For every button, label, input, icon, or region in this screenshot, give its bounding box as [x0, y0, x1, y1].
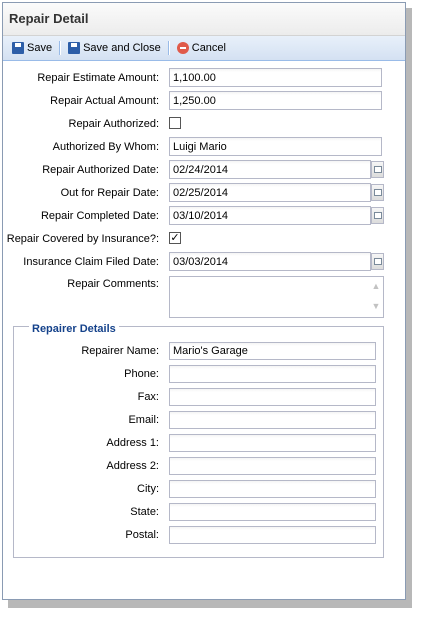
repairer-details-legend: Repairer Details: [29, 323, 119, 335]
actual-row: [3, 91, 407, 111]
cancel-button[interactable]: [174, 39, 229, 57]
authorized-row: [3, 114, 407, 134]
state-input[interactable]: [169, 503, 376, 521]
phone-label: Phone:: [124, 368, 159, 380]
toolbar: [3, 36, 405, 61]
floppy-disk-icon: [12, 42, 24, 54]
out-for-repair-date-input[interactable]: 02/25/2014: [169, 183, 371, 202]
save-close-icon: [68, 42, 80, 54]
authorized-by-input[interactable]: Luigi Mario: [169, 137, 382, 156]
estimate-row: [3, 68, 407, 88]
repairer-name-label: Repairer Name:: [81, 345, 159, 357]
cancel-icon: [177, 42, 189, 54]
city-label: City:: [137, 483, 159, 495]
estimate-amount-input[interactable]: 1,100.00: [169, 68, 382, 87]
save-label: Save: [27, 42, 53, 54]
address2-label: Address 2:: [106, 460, 159, 472]
out-date-row: [3, 183, 407, 203]
toolbar-separator: [59, 41, 61, 55]
actual-amount-input[interactable]: 1,250.00: [169, 91, 382, 110]
authorized-label: Repair Authorized:: [68, 118, 159, 130]
covered-by-insurance-checkbox[interactable]: ✓: [170, 232, 180, 244]
postal-label: Postal:: [125, 529, 159, 541]
repair-comments-textarea[interactable]: [169, 276, 384, 318]
address1-label: Address 1:: [106, 437, 159, 449]
save-close-label: Save and Close: [83, 42, 161, 54]
repair-authorized-checkbox[interactable]: [169, 117, 181, 129]
email-input[interactable]: [169, 411, 376, 429]
calendar-icon[interactable]: [371, 161, 384, 178]
actual-label: Repair Actual Amount:: [50, 95, 159, 107]
scroll-up-icon[interactable]: ▲: [371, 281, 381, 291]
claim-row: [3, 252, 407, 272]
phone-input[interactable]: [169, 365, 376, 383]
covered-row: [3, 229, 407, 249]
claim-label: Insurance Claim Filed Date:: [23, 256, 159, 268]
city-input[interactable]: [169, 480, 376, 498]
calendar-icon[interactable]: [371, 184, 384, 201]
toolbar-separator: [168, 41, 170, 55]
email-label: Email:: [128, 414, 159, 426]
save-button[interactable]: [9, 39, 55, 57]
calendar-icon[interactable]: [371, 207, 384, 224]
authorized-date-input[interactable]: 02/24/2014: [169, 160, 371, 179]
cancel-label: Cancel: [191, 42, 226, 54]
completed-date-input[interactable]: 03/10/2014: [169, 206, 371, 225]
repair-detail-window: [2, 2, 406, 600]
completed-label: Repair Completed Date:: [40, 210, 159, 222]
out-date-label: Out for Repair Date:: [60, 187, 159, 199]
state-label: State:: [130, 506, 159, 518]
claim-filed-date-input[interactable]: 03/03/2014: [169, 252, 371, 271]
comments-label: Repair Comments:: [67, 278, 159, 290]
calendar-icon[interactable]: [371, 253, 384, 270]
postal-input[interactable]: [169, 526, 376, 544]
auth-date-row: [3, 160, 407, 180]
covered-label: Repair Covered by Insurance?:: [6, 233, 159, 245]
scroll-down-icon[interactable]: ▼: [371, 301, 381, 311]
window-title: Repair Detail: [9, 11, 89, 26]
title-bar: [3, 3, 405, 36]
fax-input[interactable]: [169, 388, 376, 406]
completed-row: [3, 206, 407, 226]
whom-label: Authorized By Whom:: [52, 141, 159, 153]
auth-date-label: Repair Authorized Date:: [42, 164, 159, 176]
repairer-name-input[interactable]: Mario's Garage: [169, 342, 376, 360]
address2-input[interactable]: [169, 457, 376, 475]
whom-row: [3, 137, 407, 157]
save-and-close-button[interactable]: [65, 39, 164, 57]
address1-input[interactable]: [169, 434, 376, 452]
estimate-label: Repair Estimate Amount:: [37, 72, 159, 84]
fax-label: Fax:: [137, 391, 159, 403]
